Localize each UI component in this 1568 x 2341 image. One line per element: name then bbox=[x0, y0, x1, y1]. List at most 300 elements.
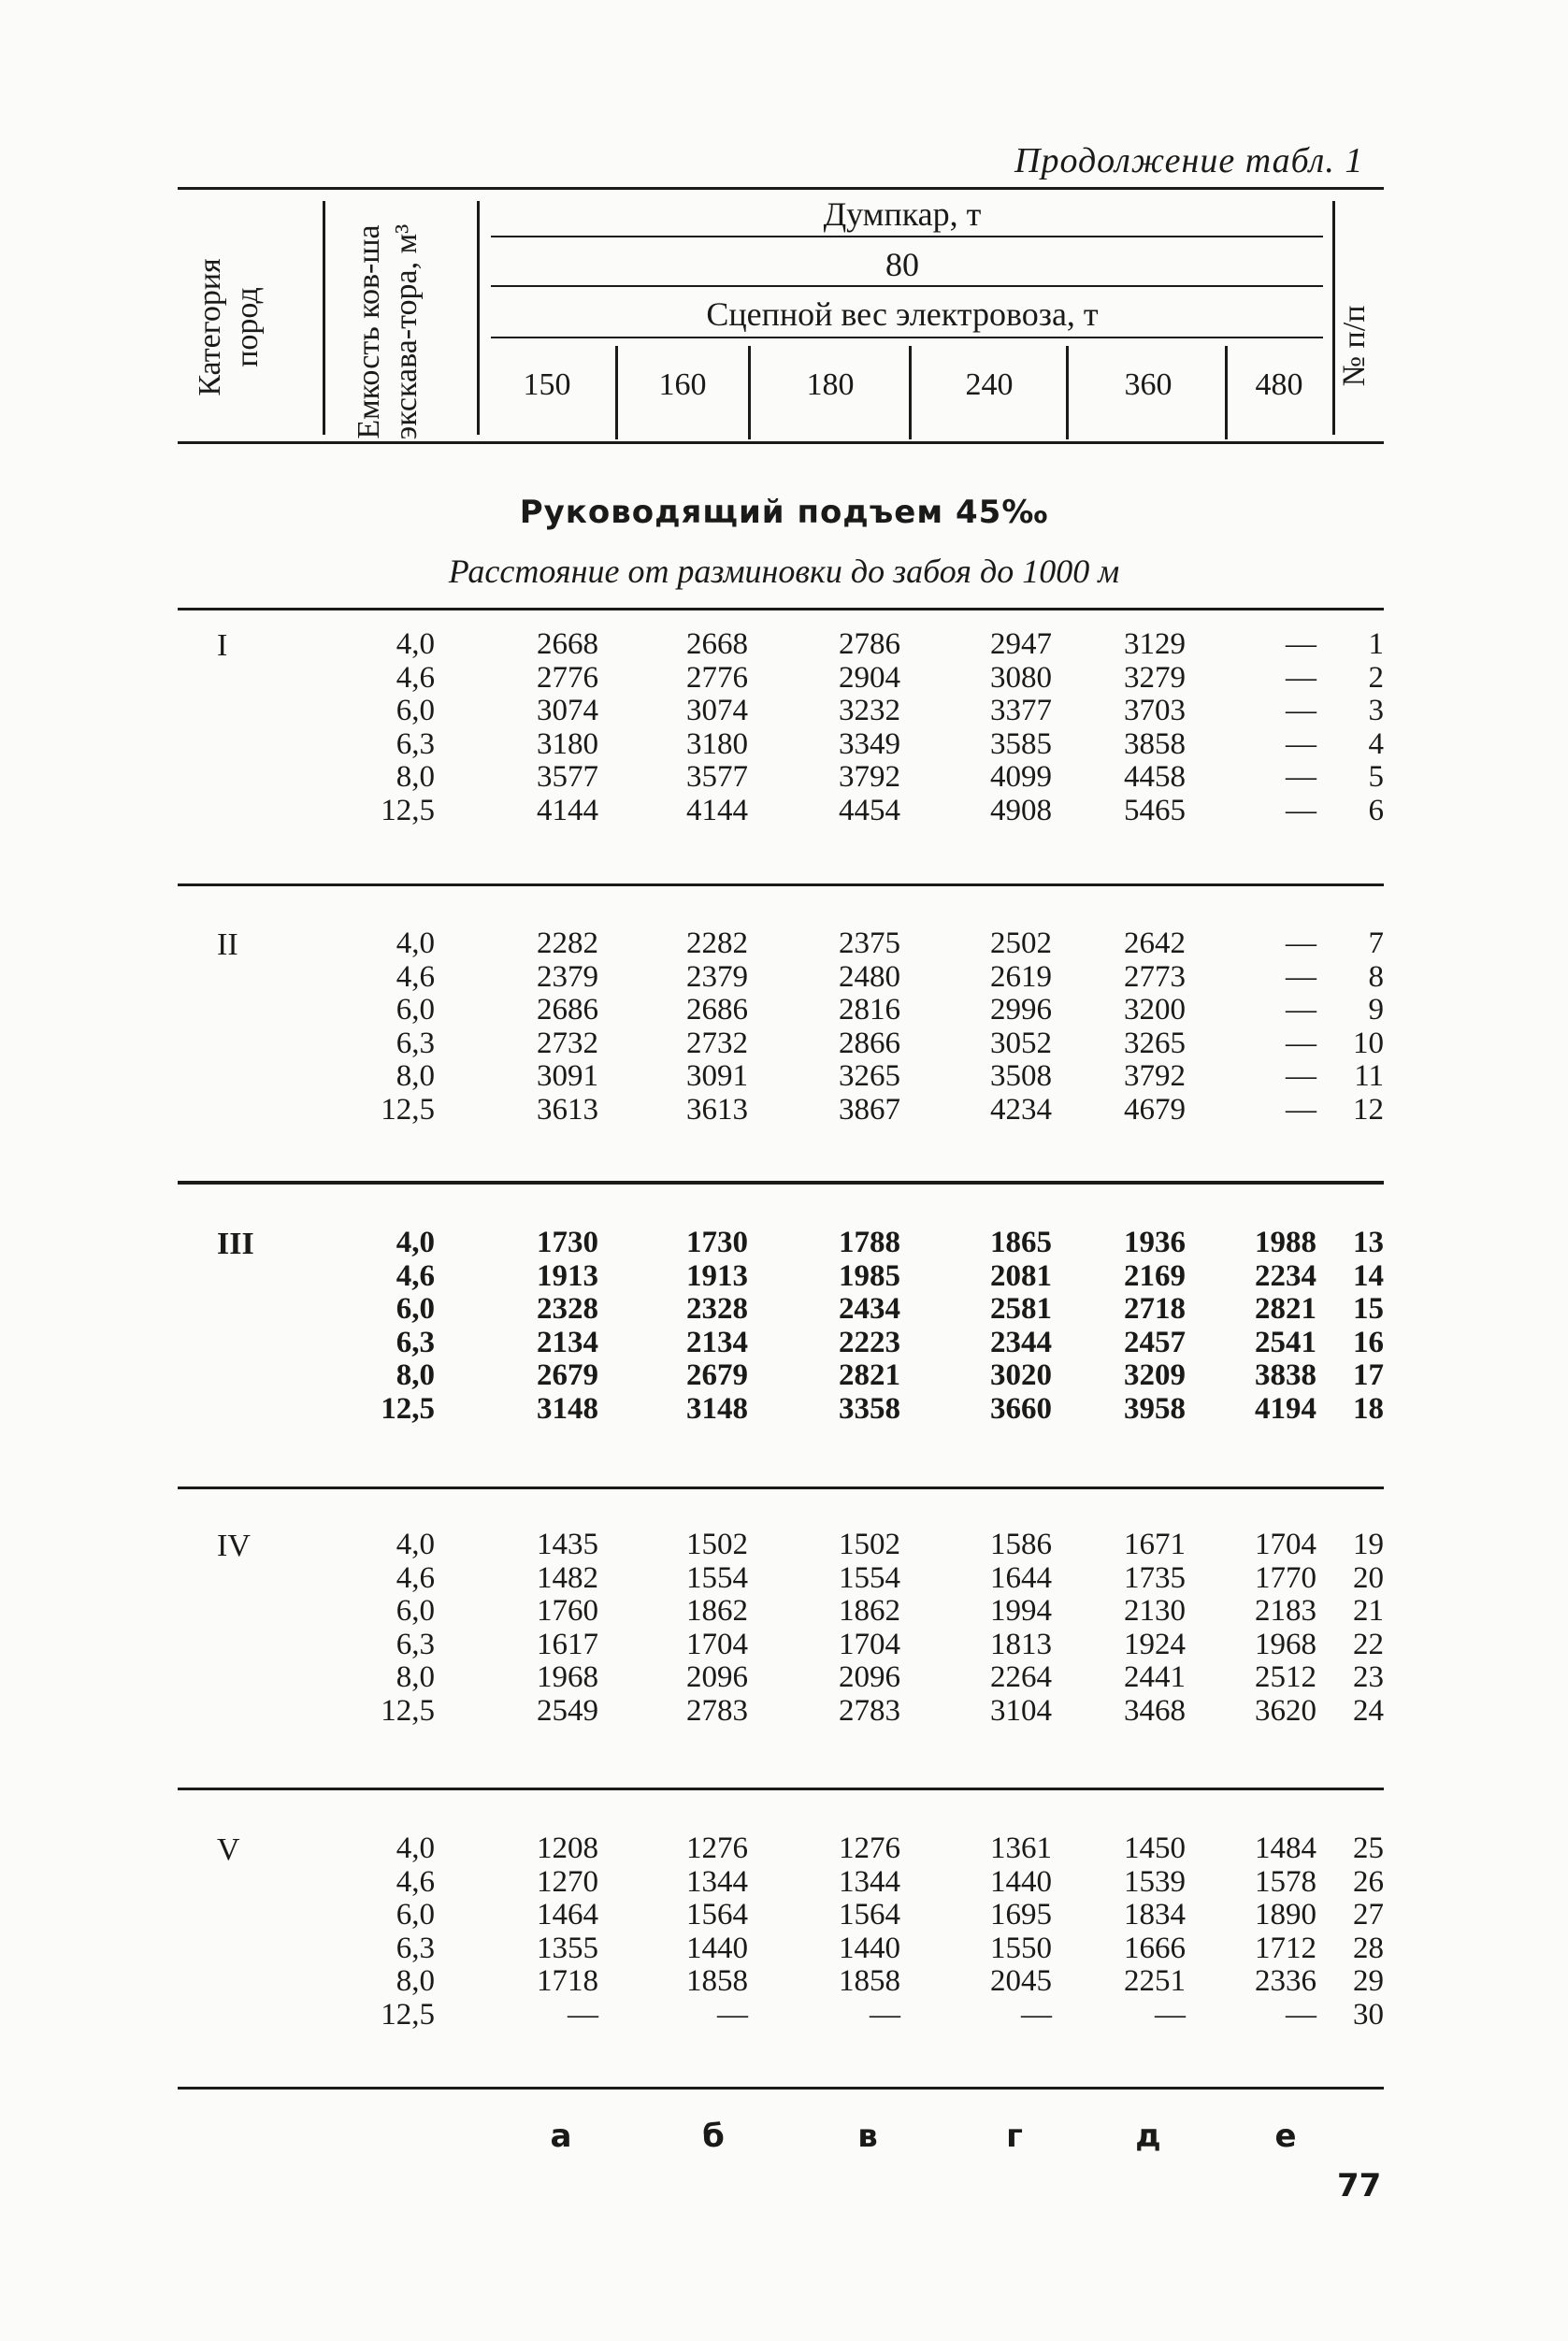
cell: 1862 bbox=[839, 1594, 900, 1629]
cell: 1704 bbox=[686, 1627, 748, 1661]
weight-header: 150 bbox=[523, 367, 571, 402]
column-letter: а bbox=[550, 2118, 572, 2155]
cell: — bbox=[717, 1997, 748, 2032]
column-v bbox=[812, 628, 900, 828]
cell: 1760 bbox=[537, 1594, 598, 1629]
cell: 3468 bbox=[1124, 1693, 1186, 1728]
cell: 2502 bbox=[990, 926, 1052, 960]
cell: — bbox=[1286, 660, 1316, 695]
cell: 2821 bbox=[839, 1358, 900, 1393]
cell: 4194 bbox=[1255, 1391, 1316, 1426]
cell: 18 bbox=[1353, 1391, 1384, 1426]
cell: 4144 bbox=[686, 793, 748, 827]
weight-header: 240 bbox=[965, 367, 1014, 402]
dumpcar-value-rule bbox=[491, 285, 1323, 287]
cell: — bbox=[1286, 1026, 1316, 1060]
column-v bbox=[812, 1529, 900, 1729]
cell: 2776 bbox=[686, 660, 748, 695]
cell: 17 bbox=[1353, 1358, 1384, 1393]
cell: 4144 bbox=[537, 793, 598, 827]
cell: 1361 bbox=[990, 1831, 1052, 1865]
cell: 3074 bbox=[537, 694, 598, 728]
capacity-header: Емкость ков-ша экскава-тора, м³ bbox=[352, 223, 424, 440]
cell: 2282 bbox=[537, 926, 598, 960]
cell: 1564 bbox=[839, 1898, 900, 1932]
cell: 1858 bbox=[839, 1964, 900, 1999]
cell: 2783 bbox=[839, 1693, 900, 1728]
weight-divider bbox=[909, 346, 912, 439]
column-g bbox=[963, 628, 1052, 828]
cell: 3508 bbox=[990, 1059, 1052, 1094]
cell: 3 bbox=[1368, 694, 1384, 728]
row-number-column bbox=[1326, 927, 1384, 1127]
cell: 3020 bbox=[990, 1358, 1052, 1393]
cell: 2816 bbox=[839, 993, 900, 1027]
cell: 1994 bbox=[990, 1594, 1052, 1629]
cell: 3703 bbox=[1124, 694, 1186, 728]
cell: 25 bbox=[1353, 1831, 1384, 1865]
section-subtitle: Расстояние от разминовки до забоя до 1000 м bbox=[448, 553, 1120, 590]
cell: 4,0 bbox=[396, 1226, 435, 1259]
column-letter: г bbox=[1006, 2118, 1023, 2155]
cell: 3052 bbox=[990, 1026, 1052, 1060]
cell: 3838 bbox=[1255, 1358, 1316, 1393]
column-v bbox=[812, 1832, 900, 2032]
cell: 1788 bbox=[839, 1226, 900, 1259]
cell: 4 bbox=[1368, 726, 1384, 761]
cell: 4,0 bbox=[396, 1528, 435, 1561]
column-g bbox=[963, 1832, 1052, 2032]
cell: 3265 bbox=[839, 1059, 900, 1094]
cell: 3200 bbox=[1124, 993, 1186, 1027]
cell: 2130 bbox=[1124, 1594, 1186, 1629]
cell: 2234 bbox=[1255, 1258, 1316, 1293]
cell: 1482 bbox=[537, 1560, 598, 1595]
cell: 2732 bbox=[686, 1026, 748, 1060]
cell: 2581 bbox=[990, 1292, 1052, 1327]
column-d bbox=[1097, 628, 1186, 828]
header-divider bbox=[1332, 201, 1335, 435]
cell: 1718 bbox=[537, 1964, 598, 1999]
cell: 8,0 bbox=[396, 1964, 435, 1999]
category-label: IV bbox=[217, 1529, 251, 1563]
cell: 2264 bbox=[990, 1660, 1052, 1695]
cell: 12,5 bbox=[381, 1092, 435, 1127]
cell: 3080 bbox=[990, 660, 1052, 695]
cell: 2668 bbox=[537, 627, 598, 661]
cell: 1435 bbox=[537, 1528, 598, 1561]
cell: 1502 bbox=[839, 1528, 900, 1561]
column-b bbox=[659, 1529, 748, 1729]
column-b bbox=[659, 927, 748, 1127]
cell: 2642 bbox=[1124, 926, 1186, 960]
cell: 3585 bbox=[990, 726, 1052, 761]
cell: 3180 bbox=[686, 726, 748, 761]
cell: 2549 bbox=[537, 1693, 598, 1728]
column-a bbox=[510, 628, 598, 828]
cell: 1617 bbox=[537, 1627, 598, 1661]
cell: 8,0 bbox=[396, 1059, 435, 1094]
cell: 2947 bbox=[990, 627, 1052, 661]
category-header: Категория пород bbox=[193, 258, 265, 396]
cell: 1464 bbox=[537, 1898, 598, 1932]
column-e bbox=[1232, 1529, 1316, 1729]
cell: 1502 bbox=[686, 1528, 748, 1561]
cell: — bbox=[568, 1997, 598, 2032]
cell: 3091 bbox=[686, 1059, 748, 1094]
cell: 6,0 bbox=[396, 993, 435, 1027]
cell: 1704 bbox=[839, 1627, 900, 1661]
number-header: № п/п bbox=[1337, 305, 1372, 387]
cell: 2512 bbox=[1255, 1660, 1316, 1695]
cell: 2996 bbox=[990, 993, 1052, 1027]
column-d bbox=[1097, 927, 1186, 1127]
cell: 4,6 bbox=[396, 1560, 435, 1595]
cell: 3180 bbox=[537, 726, 598, 761]
cell: 1564 bbox=[686, 1898, 748, 1932]
cell: 4,0 bbox=[396, 926, 435, 960]
cell: 30 bbox=[1353, 1997, 1384, 2032]
cell: 2169 bbox=[1124, 1258, 1186, 1293]
cell: 1913 bbox=[686, 1258, 748, 1293]
continuation-note: Продолжение табл. 1 bbox=[1014, 141, 1364, 180]
cell: 4679 bbox=[1124, 1092, 1186, 1127]
column-e bbox=[1232, 927, 1316, 1127]
cell: 3867 bbox=[839, 1092, 900, 1127]
cell: — bbox=[1155, 1997, 1186, 2032]
cell: — bbox=[870, 1997, 900, 2032]
cell: 2379 bbox=[537, 959, 598, 994]
cell: — bbox=[1286, 959, 1316, 994]
cell: 1484 bbox=[1255, 1831, 1316, 1865]
column-letter: в bbox=[857, 2118, 878, 2155]
cell: 1450 bbox=[1124, 1831, 1186, 1865]
cell: 3613 bbox=[537, 1092, 598, 1127]
cell: 7 bbox=[1368, 926, 1384, 960]
cell: 1968 bbox=[1255, 1627, 1316, 1661]
cell: 2441 bbox=[1124, 1660, 1186, 1695]
category-label: V bbox=[217, 1832, 240, 1867]
cell: 3660 bbox=[990, 1391, 1052, 1426]
column-e bbox=[1232, 628, 1316, 828]
cell: 1440 bbox=[839, 1931, 900, 1965]
cell: 2679 bbox=[537, 1358, 598, 1393]
cell: 3129 bbox=[1124, 627, 1186, 661]
header-divider bbox=[477, 201, 480, 435]
cell: 8 bbox=[1368, 959, 1384, 994]
cell: 2223 bbox=[839, 1325, 900, 1359]
cell: 2134 bbox=[686, 1325, 748, 1359]
cell: 2866 bbox=[839, 1026, 900, 1060]
cell: 5 bbox=[1368, 760, 1384, 795]
capacity-column bbox=[341, 1529, 435, 1729]
cell: 1276 bbox=[839, 1831, 900, 1865]
column-b bbox=[659, 628, 748, 828]
cell: 6,3 bbox=[396, 1325, 435, 1359]
cell: 1730 bbox=[537, 1226, 598, 1259]
cell: 6,3 bbox=[396, 1026, 435, 1060]
column-e bbox=[1232, 1832, 1316, 2032]
row-number-column bbox=[1326, 1529, 1384, 1729]
column-d bbox=[1097, 1529, 1186, 1729]
cell: 1208 bbox=[537, 1831, 598, 1865]
column-letter: е bbox=[1274, 2118, 1297, 2155]
cell: 1890 bbox=[1255, 1898, 1316, 1932]
cell: 2251 bbox=[1124, 1964, 1186, 1999]
cell: 13 bbox=[1353, 1226, 1384, 1259]
cell: 3792 bbox=[839, 760, 900, 795]
cell: 4,0 bbox=[396, 1831, 435, 1865]
row-number-column bbox=[1326, 1227, 1384, 1427]
cell: 1968 bbox=[537, 1660, 598, 1695]
cell: 1578 bbox=[1255, 1864, 1316, 1899]
dumpcar-label: Думпкар, т bbox=[823, 195, 982, 233]
weight-header: 360 bbox=[1124, 367, 1172, 402]
cell: 4099 bbox=[990, 760, 1052, 795]
cell: 3074 bbox=[686, 694, 748, 728]
cell: 5465 bbox=[1124, 793, 1186, 827]
cell: 6,3 bbox=[396, 726, 435, 761]
weight-rule bbox=[491, 337, 1323, 338]
cell: 1666 bbox=[1124, 1931, 1186, 1965]
cell: — bbox=[1021, 1997, 1052, 2032]
cell: 4,6 bbox=[396, 1864, 435, 1899]
cell: 2821 bbox=[1255, 1292, 1316, 1327]
cell: 2457 bbox=[1124, 1325, 1186, 1359]
cell: 2783 bbox=[686, 1693, 748, 1728]
cell: 1671 bbox=[1124, 1528, 1186, 1561]
cell: — bbox=[1286, 993, 1316, 1027]
cell: 2344 bbox=[990, 1325, 1052, 1359]
cell: 1858 bbox=[686, 1964, 748, 1999]
cell: 2379 bbox=[686, 959, 748, 994]
cell: 12 bbox=[1353, 1092, 1384, 1127]
capacity-column bbox=[341, 1227, 435, 1427]
group-rule bbox=[178, 883, 1384, 886]
cell: 1730 bbox=[686, 1226, 748, 1259]
cell: 12,5 bbox=[381, 793, 435, 827]
cell: 3232 bbox=[839, 694, 900, 728]
column-a bbox=[510, 1227, 598, 1427]
cell: 2134 bbox=[537, 1325, 598, 1359]
cell: 22 bbox=[1353, 1627, 1384, 1661]
cell: 2718 bbox=[1124, 1292, 1186, 1327]
cell: 1539 bbox=[1124, 1864, 1186, 1899]
category-label: I bbox=[217, 628, 228, 663]
cell: 15 bbox=[1353, 1292, 1384, 1327]
cell: 6,0 bbox=[396, 1292, 435, 1327]
cell: 4454 bbox=[839, 793, 900, 827]
cell: 1344 bbox=[839, 1864, 900, 1899]
column-a bbox=[510, 927, 598, 1127]
capacity-column bbox=[341, 628, 435, 828]
cell: — bbox=[1286, 793, 1316, 827]
cell: 2 bbox=[1368, 660, 1384, 695]
cell: 1440 bbox=[686, 1931, 748, 1965]
cell: 1712 bbox=[1255, 1931, 1316, 1965]
category-label: II bbox=[217, 927, 238, 962]
cell: 2045 bbox=[990, 1964, 1052, 1999]
cell: 1936 bbox=[1124, 1226, 1186, 1259]
cell: 3377 bbox=[990, 694, 1052, 728]
header-divider bbox=[323, 201, 325, 435]
cell: 6 bbox=[1368, 793, 1384, 827]
cell: — bbox=[1286, 1059, 1316, 1094]
cell: — bbox=[1286, 726, 1316, 761]
cell: 2776 bbox=[537, 660, 598, 695]
cell: 1 bbox=[1368, 627, 1384, 661]
cell: 11 bbox=[1354, 1059, 1384, 1094]
capacity-column bbox=[341, 1832, 435, 2032]
cell: 2434 bbox=[839, 1292, 900, 1327]
cell: 3577 bbox=[686, 760, 748, 795]
column-letter: б bbox=[702, 2118, 725, 2155]
cell: 2668 bbox=[686, 627, 748, 661]
cell: 1344 bbox=[686, 1864, 748, 1899]
dumpcar-rule bbox=[491, 236, 1323, 237]
cell: 2183 bbox=[1255, 1594, 1316, 1629]
group-rule bbox=[178, 1181, 1384, 1185]
cell: 1276 bbox=[686, 1831, 748, 1865]
cell: 14 bbox=[1353, 1258, 1384, 1293]
weight-header: 160 bbox=[658, 367, 707, 402]
weight-header: 180 bbox=[806, 367, 855, 402]
cell: 6,0 bbox=[396, 694, 435, 728]
cell: 1554 bbox=[686, 1560, 748, 1595]
cell: 3620 bbox=[1255, 1693, 1316, 1728]
cell: 2679 bbox=[686, 1358, 748, 1393]
capacity-column bbox=[341, 927, 435, 1127]
cell: — bbox=[1286, 627, 1316, 661]
cell: 2686 bbox=[686, 993, 748, 1027]
cell: 2282 bbox=[686, 926, 748, 960]
cell: 3358 bbox=[839, 1391, 900, 1426]
cell: 4,6 bbox=[396, 1258, 435, 1293]
column-g bbox=[963, 1227, 1052, 1427]
cell: 2773 bbox=[1124, 959, 1186, 994]
column-e bbox=[1232, 1227, 1316, 1427]
cell: 3613 bbox=[686, 1092, 748, 1127]
column-a bbox=[510, 1529, 598, 1729]
cell: 1586 bbox=[990, 1528, 1052, 1561]
cell: 2732 bbox=[537, 1026, 598, 1060]
column-letter: д bbox=[1135, 2118, 1161, 2155]
weight-divider bbox=[1066, 346, 1069, 439]
column-b bbox=[659, 1832, 748, 2032]
cell: 1834 bbox=[1124, 1898, 1186, 1932]
cell: 2096 bbox=[839, 1660, 900, 1695]
cell: 19 bbox=[1353, 1528, 1384, 1561]
weight-header: 480 bbox=[1255, 367, 1303, 402]
cell: 1813 bbox=[990, 1627, 1052, 1661]
cell: 6,3 bbox=[396, 1931, 435, 1965]
cell: 1862 bbox=[686, 1594, 748, 1629]
cell: 3209 bbox=[1124, 1358, 1186, 1393]
dumpcar-value: 80 bbox=[885, 246, 919, 283]
cell: 3265 bbox=[1124, 1026, 1186, 1060]
adhesion-weight-label: Сцепной вес электровоза, т bbox=[706, 295, 1099, 333]
cell: 1270 bbox=[537, 1864, 598, 1899]
column-b bbox=[659, 1227, 748, 1427]
cell: 3577 bbox=[537, 760, 598, 795]
section-rule bbox=[178, 608, 1384, 610]
weight-divider bbox=[1225, 346, 1228, 439]
cell: 2328 bbox=[537, 1292, 598, 1327]
cell: 1735 bbox=[1124, 1560, 1186, 1595]
column-d bbox=[1097, 1227, 1186, 1427]
cell: 1913 bbox=[537, 1258, 598, 1293]
row-number-column bbox=[1326, 628, 1384, 828]
cell: 2375 bbox=[839, 926, 900, 960]
cell: 2619 bbox=[990, 959, 1052, 994]
cell: 4234 bbox=[990, 1092, 1052, 1127]
cell: 1440 bbox=[990, 1864, 1052, 1899]
cell: 16 bbox=[1353, 1325, 1384, 1359]
cell: 24 bbox=[1353, 1693, 1384, 1728]
cell: 12,5 bbox=[381, 1997, 435, 2032]
cell: 8,0 bbox=[396, 1660, 435, 1695]
cell: 1865 bbox=[990, 1226, 1052, 1259]
cell: 3104 bbox=[990, 1693, 1052, 1728]
column-g bbox=[963, 927, 1052, 1127]
cell: 2336 bbox=[1255, 1964, 1316, 1999]
cell: 2480 bbox=[839, 959, 900, 994]
column-d bbox=[1097, 1832, 1186, 2032]
cell: 2786 bbox=[839, 627, 900, 661]
cell: — bbox=[1286, 760, 1316, 795]
cell: 1770 bbox=[1255, 1560, 1316, 1595]
cell: 1644 bbox=[990, 1560, 1052, 1595]
cell: 23 bbox=[1353, 1660, 1384, 1695]
page-number: 77 bbox=[1337, 2167, 1382, 2205]
cell: 1554 bbox=[839, 1560, 900, 1595]
cell: 26 bbox=[1353, 1864, 1384, 1899]
cell: 3279 bbox=[1124, 660, 1186, 695]
weight-divider bbox=[748, 346, 751, 439]
cell: 2081 bbox=[990, 1258, 1052, 1293]
group-rule bbox=[178, 1486, 1384, 1489]
cell: 20 bbox=[1353, 1560, 1384, 1595]
cell: 28 bbox=[1353, 1931, 1384, 1965]
cell: 1985 bbox=[839, 1258, 900, 1293]
cell: 6,0 bbox=[396, 1898, 435, 1932]
cell: 29 bbox=[1353, 1964, 1384, 1999]
cell: 6,0 bbox=[396, 1594, 435, 1629]
cell: 3349 bbox=[839, 726, 900, 761]
column-g bbox=[963, 1529, 1052, 1729]
table-bottom-rule bbox=[178, 2087, 1384, 2090]
cell: 3958 bbox=[1124, 1391, 1186, 1426]
row-number-column bbox=[1326, 1832, 1384, 2032]
cell: 27 bbox=[1353, 1898, 1384, 1932]
cell: 3148 bbox=[686, 1391, 748, 1426]
category-label: III bbox=[217, 1227, 254, 1261]
cell: 4458 bbox=[1124, 760, 1186, 795]
cell: 4908 bbox=[990, 793, 1052, 827]
group-rule bbox=[178, 1788, 1384, 1790]
cell: 1355 bbox=[537, 1931, 598, 1965]
cell: 3148 bbox=[537, 1391, 598, 1426]
cell: 4,6 bbox=[396, 660, 435, 695]
column-a bbox=[510, 1832, 598, 2032]
cell: 1704 bbox=[1255, 1528, 1316, 1561]
cell: 4,6 bbox=[396, 959, 435, 994]
cell: 3091 bbox=[537, 1059, 598, 1094]
cell: 21 bbox=[1353, 1594, 1384, 1629]
cell: 2328 bbox=[686, 1292, 748, 1327]
cell: 6,3 bbox=[396, 1627, 435, 1661]
cell: 9 bbox=[1368, 993, 1384, 1027]
